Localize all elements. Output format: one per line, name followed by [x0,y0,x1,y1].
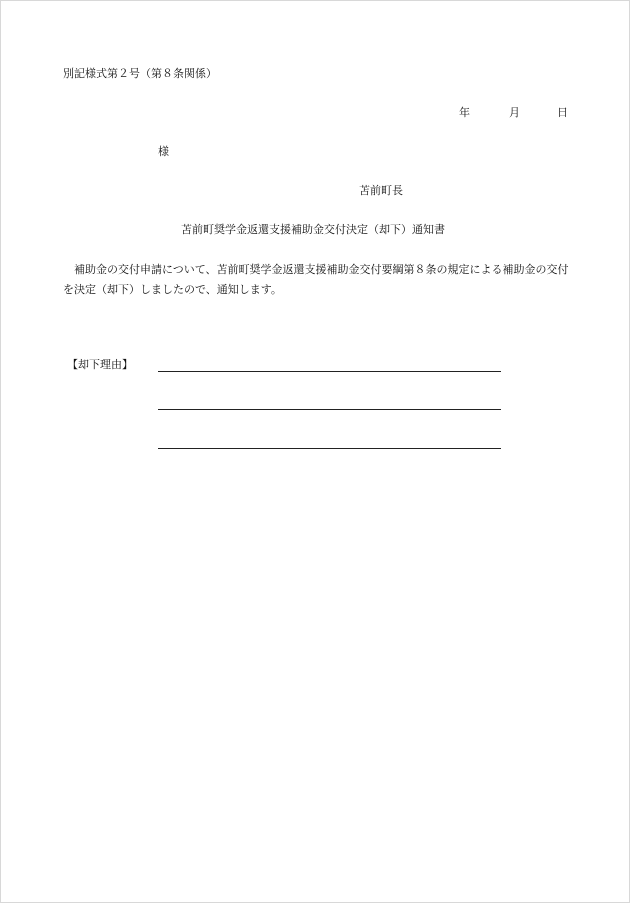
date-day-label: 日 [557,106,568,119]
addressee-suffix: 様 [158,145,169,158]
reason-line-1 [158,371,501,372]
reason-line-2 [158,409,501,410]
body-paragraph [63,260,573,300]
date-year-label: 年 [459,106,470,119]
sender-name: 苫前町長 [359,184,403,197]
form-number: 別記様式第２号（第８条関係） [63,67,217,80]
date-month-label: 月 [509,106,520,119]
reason-label: 【却下理由】 [67,358,133,371]
reason-line-3 [158,448,501,449]
document-title: 苫前町奨学金返還支援補助金交付決定（却下）通知書 [181,223,445,236]
body-text: 補助金の交付申請について、苫前町奨学金返還支援補助金交付要綱第８条の規定による補助金の交付を決定（却下）しましたので、通知します。 [63,263,569,296]
